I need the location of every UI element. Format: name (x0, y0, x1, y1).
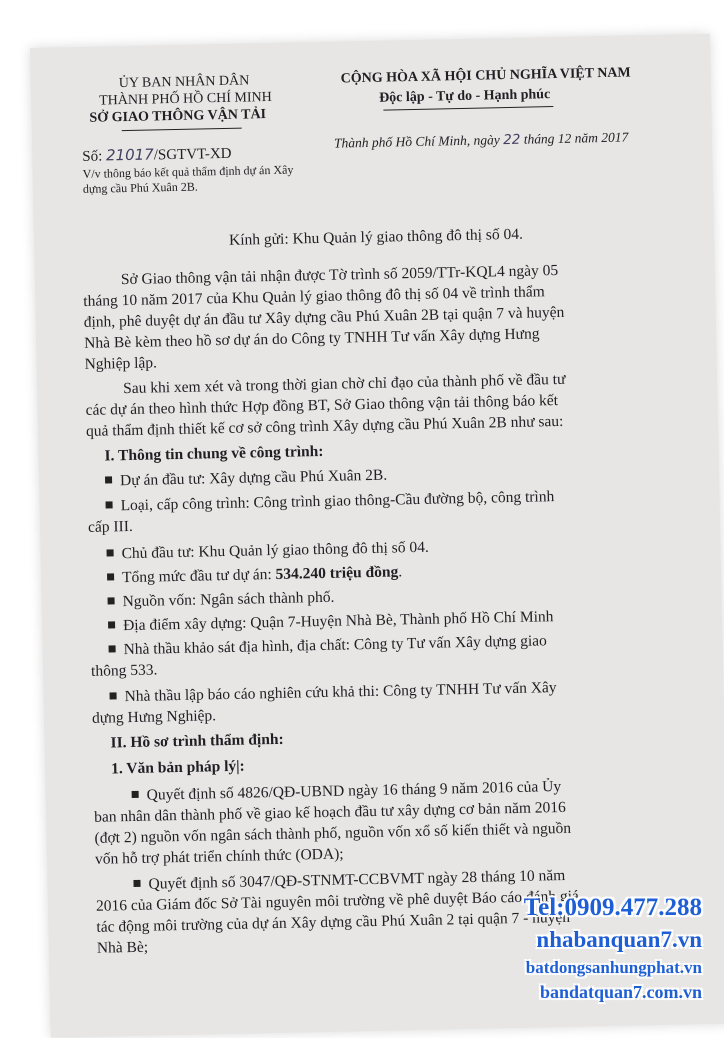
info-dia-diem-text: Địa điểm xây dựng: Quận 7-Huyện Nhà Bè, Thành phố Hồ Chí Minh (122, 608, 554, 635)
section1-title: I. Thông tin chung về công trình: (104, 442, 324, 465)
so-suffix: /SGTVT-XD (153, 145, 232, 164)
info-tong-muc (107, 563, 402, 587)
bullet-icon (108, 621, 115, 628)
info-loai (105, 488, 554, 515)
bullet-icon (107, 573, 114, 580)
bullet-icon (109, 645, 116, 652)
info-loai-cont: cấp III. (87, 517, 133, 536)
info-dia-diem (108, 608, 554, 635)
so-number-handwritten: 21017 (105, 145, 154, 165)
agency-line2: THÀNH PHỐ HỒ CHÍ MINH (98, 89, 272, 109)
agency-name: SỞ GIAO THÔNG VẬN TẢI (89, 107, 267, 126)
recipient: Kính gửi: Khu Quản lý giao thông đô thị số 04. (228, 225, 524, 249)
info-chu-dau-tu-text: Chủ đầu tư: Khu Quản lý giao thông đô thị số 04. (121, 538, 429, 563)
bullet-icon (106, 501, 113, 508)
date-line (334, 129, 629, 151)
subject-line1: V/v thông báo kết quả thẩm định dự án Xây (82, 162, 294, 181)
document-number (82, 144, 232, 166)
intro-line: Nghiệp lập. (84, 354, 158, 373)
intro-line: Sở Giao thông vận tải nhận được Tờ trình số 2059/TTr-KQL4 ngày 05 (120, 261, 559, 289)
legal-qd2-line: tác động môi trường của dự án Xây dựng cầu Phú Xuân 2 tại quận 7 - huyện (96, 908, 571, 936)
watermark-site2: batdongsanhungphat.vn (525, 958, 702, 977)
tong-muc-value: 534.240 triệu đồng (275, 563, 399, 583)
watermark-tel: Tel:0909.477.288 (523, 894, 702, 921)
bullet-icon (133, 880, 140, 887)
legal-qd2-line: Quyết định số 3047/QĐ-STNMT-CCBVMT ngày 28 tháng 10 năm (148, 866, 566, 893)
bullet-icon (110, 692, 117, 699)
date-suffix: tháng 12 năm 2017 (523, 129, 629, 147)
bullet-icon (108, 597, 115, 604)
info-du-an (105, 467, 387, 491)
subsection1-title: 1. Văn bản pháp lý|: (110, 757, 245, 778)
document-page (30, 34, 724, 1038)
intro-line: tháng 10 năm 2017 của Khu Quản lý giao thông đô thị số 04 về trình thẩm (83, 283, 545, 310)
section2-title: II. Hồ sơ trình thẩm định: (110, 730, 284, 752)
watermark-site3: bandatquan7.com.vn (539, 982, 702, 1002)
tong-muc-end: . (398, 563, 403, 581)
legal-qd1-line: vốn hỗ trợ phát triển chính thức (ODA); (94, 845, 344, 868)
bullet-icon (107, 549, 114, 556)
date-prefix: Thành phố Hồ Chí Minh, ngày (333, 132, 500, 151)
agency-underline (122, 128, 242, 132)
legal-qd1-line: (đợt 2) nguồn vốn ngân sách thành phố, nguồn vốn xổ số kiến thiết và nguồn (94, 819, 572, 847)
info-khao-sat (108, 632, 547, 659)
legal-qd2-line: 2016 của Giám đốc Sở Tài nguyên môi trường về phê duyệt Báo cáo đánh giá (95, 887, 579, 915)
para2-line: các dự án theo hình thức Hợp đồng BT, Sở Giao thông vận tải thông báo kết (85, 392, 559, 419)
para2-line: quả thẩm định thiết kế cơ sở công trình Xây dựng cầu Phú Xuân 2B như sau: (85, 412, 564, 440)
bullet-icon (132, 791, 139, 798)
info-lap-bao-cao (109, 679, 556, 706)
info-nguon-von-text: Nguồn vốn: Ngân sách thành phố. (122, 588, 335, 611)
tong-muc-label: Tổng mức đầu tư dự án: (121, 565, 276, 587)
intro-line: Nhà Bè kèm theo hồ sơ dự án do Công ty TNHH Tư vấn Xây dựng Hưng (84, 325, 540, 352)
info-khao-sat-cont: thông 533. (90, 661, 158, 680)
watermark-site1: nhabanquan7.vn (536, 927, 702, 952)
motto-underline (383, 106, 553, 111)
info-loai-text: Loại, cấp công trình: Công trình giao thông-Cầu đường bộ, công trình (120, 488, 555, 515)
info-chu-dau-tu (106, 539, 429, 564)
agency-line1: ỦY BAN NHÂN DÂN (118, 73, 250, 92)
legal-qd1-line: ban nhân dân thành phố về giao kế hoạch đầu tư xây dựng cơ bản năm 2016 (93, 798, 566, 826)
info-nguon-von (107, 589, 334, 612)
legal-qd2-line: Nhà Bè; (96, 938, 149, 957)
intro-line: định, phê duyệt dự án đầu tư Xây dựng cầu Phú Xuân 2B tại quận 7 và huyện (83, 303, 565, 331)
motto: Độc lập - Tự do - Hạnh phúc (378, 87, 551, 106)
info-khao-sat-text: Nhà thầu khảo sát địa hình, địa chất: Công ty Tư vấn Xây dựng giao (123, 632, 548, 659)
country-name: CỘNG HÒA XÃ HỘI CHỦ NGHĨA VIỆT NAM (340, 65, 631, 87)
para2-line: Sau khi xem xét và trong thời gian chờ chỉ đạo của thành phố về đầu tư (122, 370, 566, 398)
subject-line2: dựng cầu Phú Xuân 2B. (82, 179, 198, 196)
info-lap-bao-cao-cont: dựng Hưng Nghiệp. (91, 707, 217, 727)
info-du-an-text: Dự án đầu tư: Xây dựng cầu Phú Xuân 2B. (119, 466, 388, 490)
date-day-handwritten: 22 (503, 131, 521, 149)
bullet-icon (105, 476, 112, 483)
so-label: Số: (82, 148, 103, 165)
legal-qd1-line: Quyết định số 4826/QĐ-UBND ngày 16 tháng 9 năm 2016 của Ủy (146, 778, 562, 804)
info-lap-bao-cao-text: Nhà thầu lập báo cáo nghiên cứu khả thi: Công ty TNHH Tư vấn Xây (124, 679, 557, 706)
